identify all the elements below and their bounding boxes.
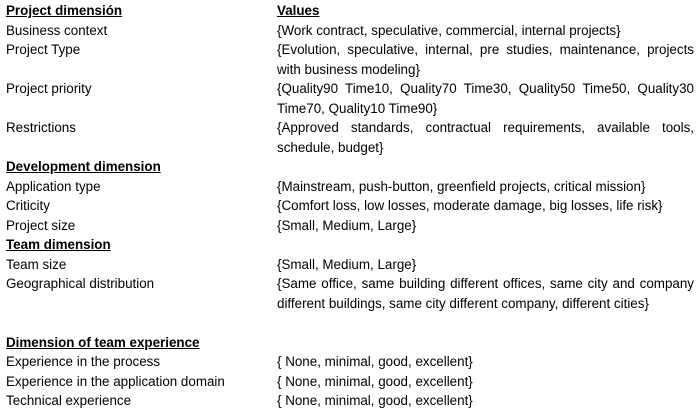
table-row bbox=[6, 196, 694, 216]
row-value: {Mainstream, push-button, greenfield projects, critical mission} bbox=[277, 178, 646, 194]
dimensions-table bbox=[6, 1, 694, 411]
table-row bbox=[6, 372, 694, 392]
row-label: Team size bbox=[6, 256, 67, 272]
values-heading: Values bbox=[277, 3, 320, 18]
row-value: { None, minimal, good, excellent} bbox=[277, 393, 473, 408]
row-label: Criticity bbox=[6, 198, 50, 213]
row-value: {Evolution, speculative, internal, pre studies, maintenance, projects with business modeling} bbox=[277, 42, 694, 77]
team-experience-heading: Dimension of team experience bbox=[6, 334, 200, 350]
blank-row bbox=[6, 313, 694, 333]
row-value: {Small, Medium, Large} bbox=[277, 256, 417, 272]
row-label: Technical experience bbox=[6, 393, 132, 408]
project-dimension-heading: Project dimensión bbox=[6, 3, 123, 18]
section-header-row bbox=[6, 333, 694, 353]
table-header-row bbox=[6, 1, 694, 21]
row-label: Restrictions bbox=[6, 120, 76, 135]
section-header-row bbox=[6, 235, 694, 255]
row-value: {Comfort loss, low losses, moderate damage, big losses, life risk} bbox=[277, 198, 663, 213]
table-row bbox=[6, 79, 694, 118]
row-label: Project priority bbox=[6, 81, 92, 96]
row-label: Project size bbox=[6, 217, 76, 233]
team-dimension-heading: Team dimension bbox=[6, 237, 111, 252]
table-row bbox=[6, 177, 694, 197]
row-label: Experience in the application domain bbox=[6, 373, 225, 389]
row-label: Project Type bbox=[6, 42, 81, 57]
table-row bbox=[6, 118, 694, 157]
row-value: { None, minimal, good, excellent} bbox=[277, 373, 473, 389]
table-row bbox=[6, 391, 694, 411]
table-row bbox=[6, 255, 694, 275]
table-row bbox=[6, 352, 694, 372]
row-value: { None, minimal, good, excellent} bbox=[277, 354, 473, 369]
table-row bbox=[6, 216, 694, 236]
section-header-row bbox=[6, 157, 694, 177]
table-row bbox=[6, 21, 694, 41]
row-label: Geographical distribution bbox=[6, 276, 155, 291]
row-value: {Quality90 Time10, Quality70 Time30, Quality50 Time50, Quality30 Time70, Quality10 Time90} bbox=[277, 81, 694, 116]
table-row bbox=[6, 40, 694, 79]
development-dimension-heading: Development dimension bbox=[6, 159, 161, 174]
row-value: {Approved standards, contractual requirements, available tools, schedule, budget} bbox=[277, 120, 694, 155]
row-value: {Same office, same building different offices, same city and company different buildings, same city different company, different cities} bbox=[277, 276, 694, 311]
row-value: {Work contract, speculative, commercial, internal projects} bbox=[277, 22, 621, 38]
row-label: Business context bbox=[6, 22, 108, 38]
table-row bbox=[6, 274, 694, 313]
row-label: Application type bbox=[6, 178, 101, 194]
row-label: Experience in the process bbox=[6, 354, 161, 369]
row-value: {Small, Medium, Large} bbox=[277, 217, 417, 233]
